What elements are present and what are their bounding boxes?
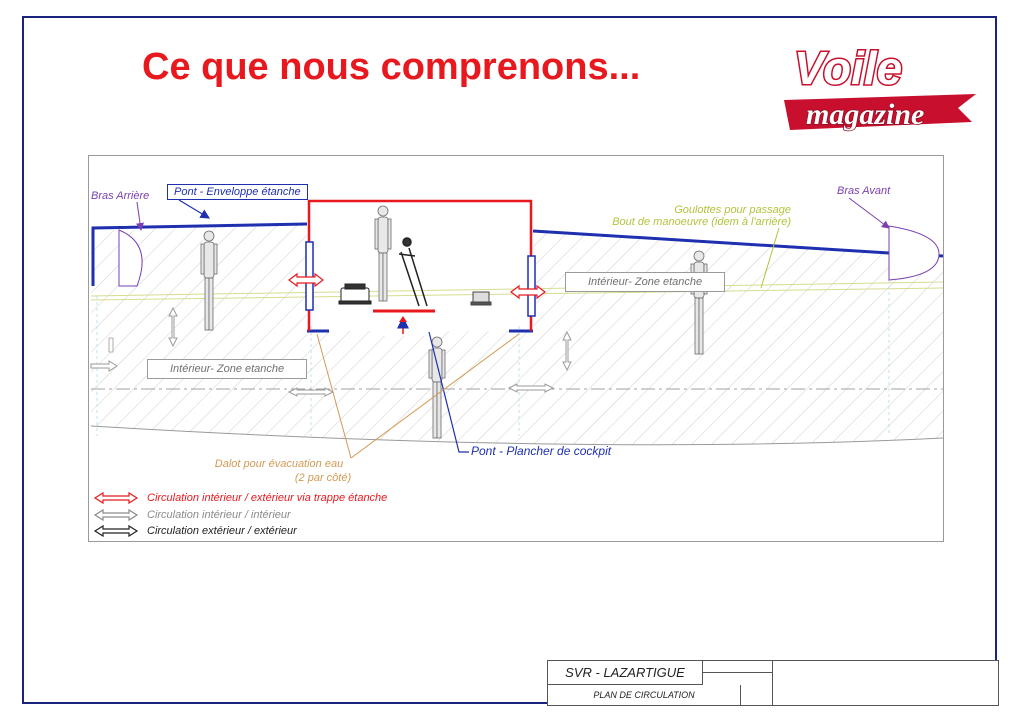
title-block-cell xyxy=(741,685,773,705)
label-pont-plancher: Pont - Plancher de cockpit xyxy=(471,444,612,458)
label-pont-enveloppe: Pont - Enveloppe étanche xyxy=(167,184,308,200)
title-block-cell xyxy=(703,661,773,673)
page-frame-bottom xyxy=(22,702,547,704)
pedestal-equipment xyxy=(471,292,491,305)
legend-item-red: Circulation intérieur / extérieur via trappe étanche xyxy=(147,492,388,504)
label-dalot-line1: Dalot pour évacuation eau xyxy=(214,458,344,470)
title-block xyxy=(547,660,999,706)
circulation-plan-drawing xyxy=(88,155,944,542)
title-block-subtitle: PLAN DE CIRCULATION xyxy=(548,685,741,705)
label-goulottes-line1: Goulottes pour passage xyxy=(674,204,791,216)
label-interieur-zone-right: Intérieur- Zone etanche xyxy=(565,272,725,292)
label-goulottes-line2: Bout de manoeuvre (idem à l'arrière) xyxy=(612,216,791,228)
title-block-cell xyxy=(703,673,773,685)
slide-title: Ce que nous comprenons... xyxy=(142,46,641,88)
label-bras-avant: Bras Avant xyxy=(837,185,891,197)
label-dalot-line2: (2 par côté) xyxy=(294,472,352,484)
crew-figure-cockpit xyxy=(375,206,391,301)
voile-magazine-logo xyxy=(780,38,980,136)
cockpit-box xyxy=(309,201,531,334)
winch-equipment xyxy=(339,284,371,304)
label-bras-arriere: Bras Arrière xyxy=(91,190,150,202)
hull-hatched-area xyxy=(91,224,943,445)
side-hatches xyxy=(306,242,535,316)
title-block-project: SVR - LAZARTIGUE xyxy=(548,661,703,685)
svg-text:magazine: magazine xyxy=(806,98,925,131)
legend-item-gray: Circulation intérieur / intérieur xyxy=(147,509,291,521)
label-interieur-zone-left: Intérieur- Zone etanche xyxy=(147,359,307,379)
legend-arrows xyxy=(95,493,137,536)
legend-item-black: Circulation extérieur / extérieur xyxy=(147,525,297,537)
svg-text:Voile: Voile xyxy=(794,42,903,94)
